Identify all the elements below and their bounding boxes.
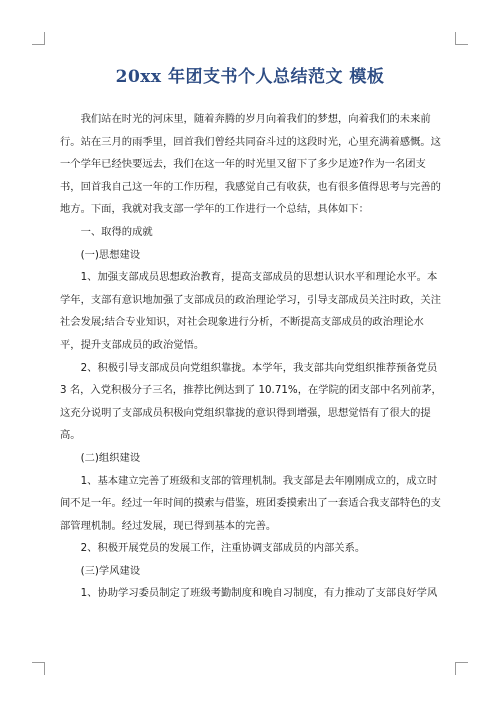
subsection-heading-study-style: (三)学风建设 bbox=[80, 564, 141, 577]
crop-mark-bottom-left bbox=[32, 662, 45, 675]
document-body bbox=[60, 108, 442, 605]
paragraph-study-style-1: 1、协助学习委员制定了班级考勤制度和晚自习制度，有力推动了支部良好学风 bbox=[80, 587, 438, 600]
section-heading-achievements: 一、取得的成就 bbox=[80, 225, 153, 238]
document-title: 20xx 年团支书个人总结范文 模板 bbox=[115, 67, 385, 87]
paragraph-ideology-1: 1、加强支部成员思想政治教育，提高支部成员的思想认识水平和理论水平。本学年，支部有意识地加强了支部成员的政治理论学习，引导支部成员关注时政，关注社会发展;结合专业知识，对社会现象进行分析，不断提高支部成员的政治理论水平，提升支部成员的政治觉悟。 bbox=[60, 271, 441, 351]
paragraph-ideology-2: 2、积极引导支部成员向党组织靠拢。本学年，我支部共向党组织推荐预备党员 3 名，入党积极分子三名，推荐比例达到了 10.71%，在学院的团支部中名列前茅，这充分说明了支部成员积极向党组织靠拢的意识得到增强，思想觉悟有了很大的提高。 bbox=[60, 361, 442, 442]
crop-mark-top-right bbox=[455, 32, 468, 45]
intro-paragraph: 我们站在时光的河床里，随着奔腾的岁月向着我们的梦想，向着我们的未来前行。站在三月的雨季里，回首我们曾经共同奋斗过的这段时光，心里充满着感慨。这一个学年已经快要远去，我们在这一年的时光里又留下了多少足迹?作为一名团支书，回首我自己这一年的工作历程，我感觉自己有收获，也有很多值得思考与完善的地方。下面，我就对我支部一学年的工作进行一个总结，具体如下： bbox=[60, 113, 441, 216]
subsection-heading-organization: (二)组织建设 bbox=[80, 451, 141, 464]
paragraph-organization-1: 1、基本建立完善了班级和支部的管理机制。我支部是去年刚刚成立的，成立时间不足一年。经过一年时间的摸索与借鉴，班团委摸索出了一套适合我支部特色的支部管理机制。经过发展，现已得到基本的完善。 bbox=[60, 474, 441, 532]
paragraph-organization-2: 2、积极开展党员的发展工作，注重协调支部成员的内部关系。 bbox=[80, 542, 366, 555]
subsection-heading-ideology: (一)思想建设 bbox=[80, 248, 141, 261]
crop-mark-bottom-right bbox=[455, 662, 468, 675]
crop-mark-top-left bbox=[32, 32, 45, 45]
